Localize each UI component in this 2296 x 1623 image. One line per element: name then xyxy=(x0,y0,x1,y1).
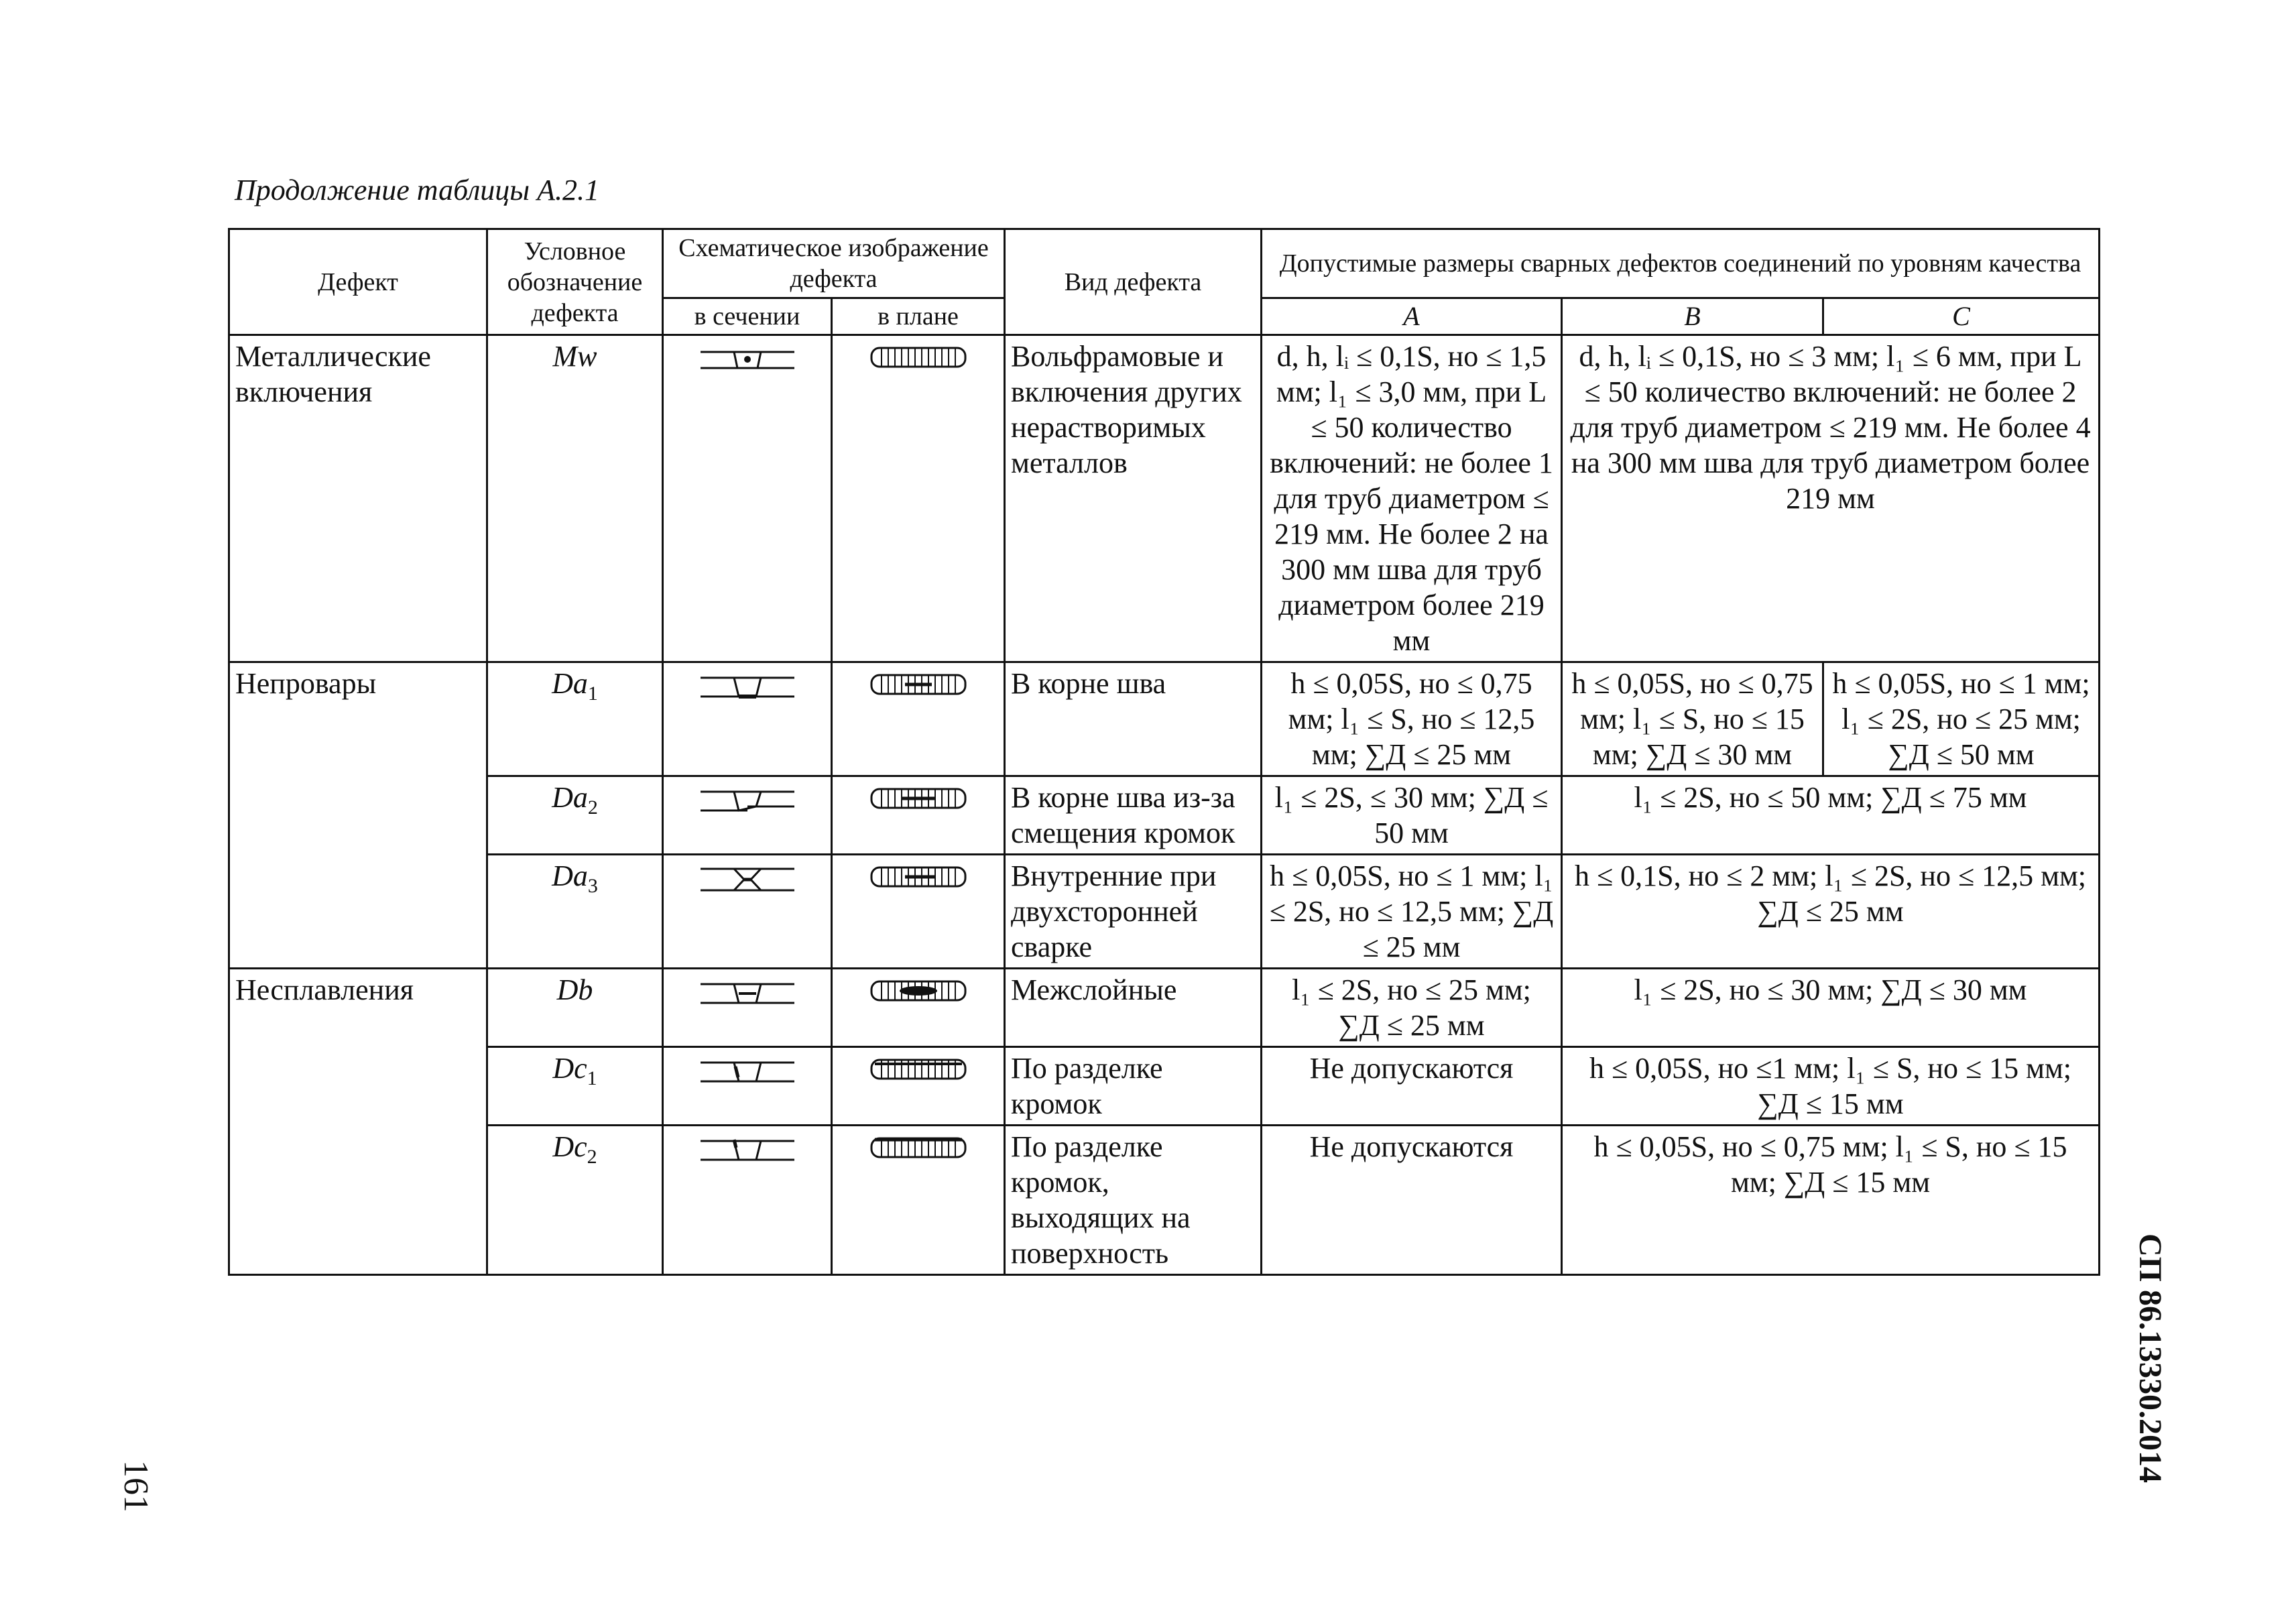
weld-section-icon xyxy=(697,784,798,819)
header-schematic: Схематическое изображение дефекта xyxy=(663,229,1005,298)
header-level-c: С xyxy=(1823,298,2100,335)
level-bc-value: h ≤ 0,05S, но ≤1 мм; l₁ ≤ S, но ≤ 15 мм; ∑Д ≤ 15 мм xyxy=(1562,1047,2100,1126)
weld-plan-icon xyxy=(868,784,969,813)
table-row xyxy=(229,855,2100,969)
table-row xyxy=(229,776,2100,855)
level-bc-value: l₁ ≤ 2S, но ≤ 30 мм; ∑Д ≤ 30 мм xyxy=(1562,969,2100,1047)
defect-type: По разделке кромок xyxy=(1005,1047,1262,1126)
level-a-value: d, h, lᵢ ≤ 0,1S, но ≤ 1,5 мм; l₁ ≤ 3,0 мм, при L ≤ 50 количество включений: не более 1 для труб диаметром ≤ 219 мм. Не более 2 на 300 мм шва для труб диаметром более 219 мм xyxy=(1262,335,1562,662)
defect-code: $Da_3$ xyxy=(487,855,663,969)
header-type: Вид дефекта xyxy=(1005,229,1262,335)
table-row xyxy=(229,335,2100,662)
document-code: СП 86.13330.2014 xyxy=(2132,1234,2168,1483)
defect-code: $Dc_1$ xyxy=(487,1047,663,1126)
defect-type: Межслойные xyxy=(1005,969,1262,1047)
section-sketch xyxy=(663,969,832,1047)
defect-group-metal: Металлические включения xyxy=(229,335,487,662)
defect-type: В корне шва из-за смещения кромок xyxy=(1005,776,1262,855)
level-c-value: h ≤ 0,05S, но ≤ 1 мм; l₁ ≤ 2S, но ≤ 25 мм; ∑Д ≤ 50 мм xyxy=(1823,662,2100,776)
weld-section-icon xyxy=(697,1055,798,1089)
weld-plan-icon xyxy=(868,343,969,372)
defect-code: $Da_1$ xyxy=(487,662,663,776)
level-a-value: l₁ ≤ 2S, но ≤ 25 мм; ∑Д ≤ 25 мм xyxy=(1262,969,1562,1047)
header-in-plan: в плане xyxy=(832,298,1005,335)
level-bc-value: h ≤ 0,05S, но ≤ 0,75 мм; l₁ ≤ S, но ≤ 15 мм; ∑Д ≤ 15 мм xyxy=(1562,1126,2100,1275)
plan-sketch xyxy=(832,662,1005,776)
section-sketch xyxy=(663,855,832,969)
defect-code: $Da_2$ xyxy=(487,776,663,855)
header-level-b: В xyxy=(1562,298,1823,335)
level-a-value: h ≤ 0,05S, но ≤ 0,75 мм; l₁ ≤ S, но ≤ 12,5 мм; ∑Д ≤ 25 мм xyxy=(1262,662,1562,776)
section-sketch xyxy=(663,1126,832,1275)
table-row xyxy=(229,969,2100,1047)
level-a-value: l₁ ≤ 2S, ≤ 30 мм; ∑Д ≤ 50 мм xyxy=(1262,776,1562,855)
section-sketch xyxy=(663,776,832,855)
defect-group-empty xyxy=(229,855,487,969)
defect-code: Mw xyxy=(487,335,663,662)
section-sketch xyxy=(663,1047,832,1126)
header-symbol: Условное обозначение дефекта xyxy=(487,229,663,335)
plan-sketch xyxy=(832,1126,1005,1275)
defect-group-lack-penetration: Непровары xyxy=(229,662,487,776)
header-level-a: А xyxy=(1262,298,1562,335)
defect-code: Db xyxy=(487,969,663,1047)
level-bc-value: l₁ ≤ 2S, но ≤ 50 мм; ∑Д ≤ 75 мм xyxy=(1562,776,2100,855)
defect-group-lack-fusion: Несплавления xyxy=(229,969,487,1047)
defect-type: По разделке кромок, выходящих на поверхность xyxy=(1005,1126,1262,1275)
weld-plan-icon xyxy=(868,862,969,892)
defect-code: $Dc_2$ xyxy=(487,1126,663,1275)
table-row xyxy=(229,1126,2100,1275)
plan-sketch xyxy=(832,969,1005,1047)
weld-section-icon xyxy=(697,343,798,377)
weld-plan-icon xyxy=(868,1133,969,1162)
table-row xyxy=(229,662,2100,776)
section-sketch xyxy=(663,662,832,776)
plan-sketch xyxy=(832,855,1005,969)
weld-section-icon xyxy=(697,862,798,897)
weld-plan-icon xyxy=(868,976,969,1006)
level-a-value: h ≤ 0,05S, но ≤ 1 мм; l₁ ≤ 2S, но ≤ 12,5 мм; ∑Д ≤ 25 мм xyxy=(1262,855,1562,969)
header-allowed: Допустимые размеры сварных дефектов соединений по уровням качества xyxy=(1262,229,2100,298)
level-b-value: h ≤ 0,05S, но ≤ 0,75 мм; l₁ ≤ S, но ≤ 15 мм; ∑Д ≤ 30 мм xyxy=(1562,662,1823,776)
weld-section-icon xyxy=(697,976,798,1011)
defects-table xyxy=(228,228,2100,1276)
table-caption: Продолжение таблицы А.2.1 xyxy=(235,174,599,206)
weld-section-icon xyxy=(697,670,798,705)
weld-plan-icon xyxy=(868,1055,969,1084)
level-a-value: Не допускаются xyxy=(1262,1126,1562,1275)
defect-type: В корне шва xyxy=(1005,662,1262,776)
defect-group-empty xyxy=(229,776,487,855)
level-bc-value: h ≤ 0,1S, но ≤ 2 мм; l₁ ≤ 2S, но ≤ 12,5 мм; ∑Д ≤ 25 мм xyxy=(1562,855,2100,969)
weld-plan-icon xyxy=(868,670,969,699)
defect-group-empty xyxy=(229,1126,487,1275)
defect-group-empty xyxy=(229,1047,487,1126)
header-row-1 xyxy=(229,229,2100,298)
table-row xyxy=(229,1047,2100,1126)
page-number: 161 xyxy=(117,1460,155,1512)
header-in-section: в сечении xyxy=(663,298,832,335)
plan-sketch xyxy=(832,335,1005,662)
defect-type: Внутренние при двухсторонней сварке xyxy=(1005,855,1262,969)
header-defect: Дефект xyxy=(229,229,487,335)
plan-sketch xyxy=(832,1047,1005,1126)
section-sketch xyxy=(663,335,832,662)
plan-sketch xyxy=(832,776,1005,855)
weld-section-icon xyxy=(697,1133,798,1168)
level-a-value: Не допускаются xyxy=(1262,1047,1562,1126)
defect-type: Вольфрамовые и включения других нерастворимых металлов xyxy=(1005,335,1262,662)
level-bc-value: d, h, lᵢ ≤ 0,1S, но ≤ 3 мм; l₁ ≤ 6 мм, при L ≤ 50 количество включений: не более 2 для труб диаметром ≤ 219 мм. Не более 4 на 300 мм шва для труб диаметром более 219 мм xyxy=(1562,335,2100,662)
